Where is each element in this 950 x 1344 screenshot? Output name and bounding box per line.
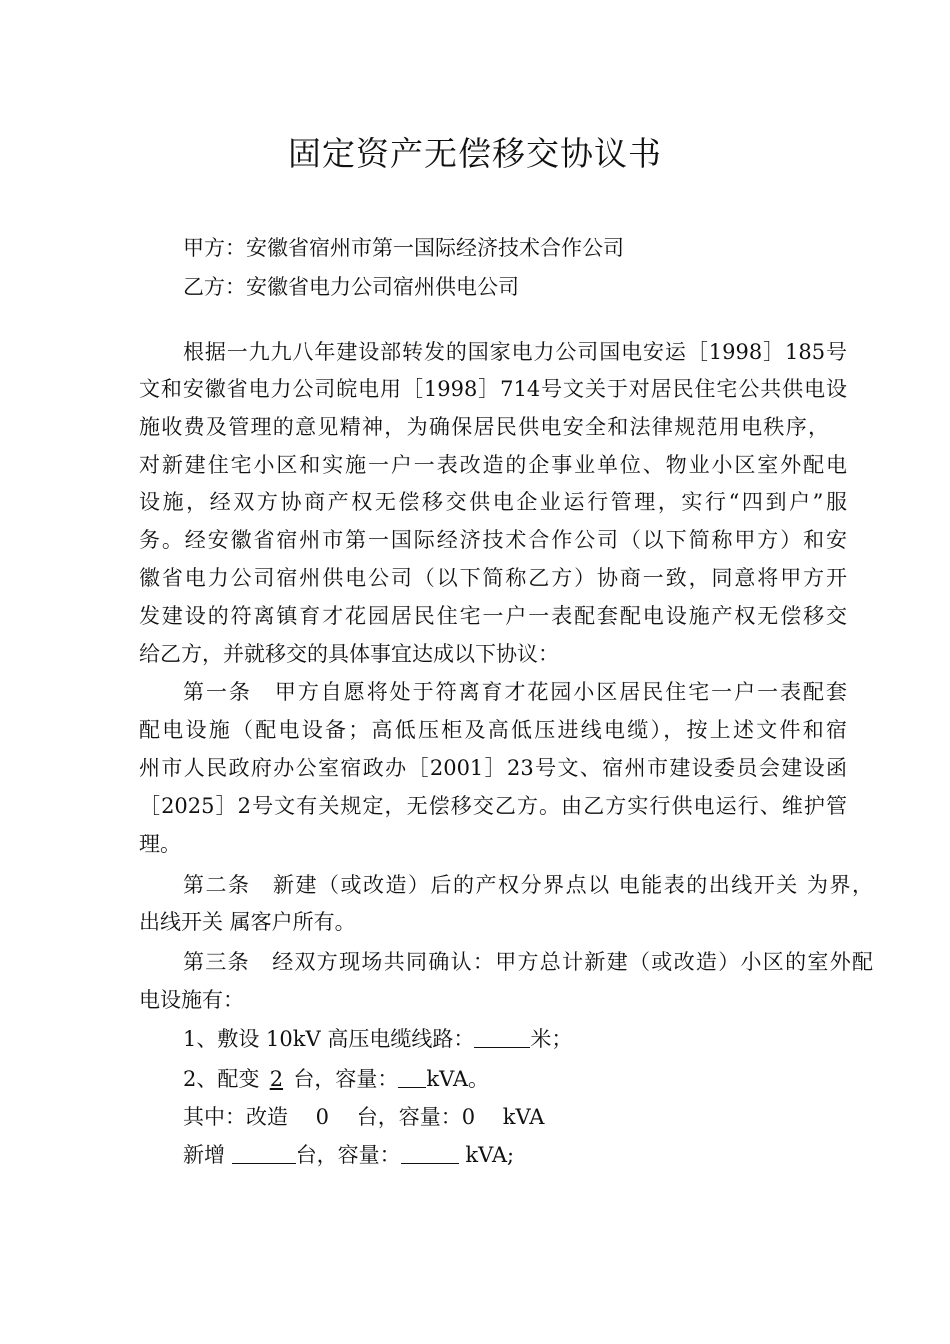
item-new-capacity-label: 台，容量： xyxy=(295,1143,401,1167)
article2-line: 第二条 新建（或改造）后的产权分界点以 电能表的出线开关 为界， xyxy=(183,873,873,897)
item-new xyxy=(183,1143,514,1167)
intro-line: 务。经安徽省宿州市第一国际经济技术合作公司（以下简称甲方）和安 xyxy=(139,528,847,552)
article3-line: 第三条 经双方现场共同确认：甲方总计新建（或改造）小区的室外配 xyxy=(183,950,873,974)
item-cable-label: 1、敷设 10kV 高压电缆线路： xyxy=(183,1027,475,1051)
new-capacity-blank[interactable] xyxy=(401,1143,459,1164)
article1-line: 理。 xyxy=(139,832,181,856)
intro-line: 设施，经双方协商产权无偿移交供电企业运行管理，实行“四到户”服 xyxy=(139,490,847,514)
item-retrofit: 其中：改造 0 台，容量：0 kVA xyxy=(183,1105,545,1129)
item-new-unit: kVA; xyxy=(458,1143,515,1167)
transformer-count: 2 xyxy=(269,1067,284,1091)
party-a: 甲方：安徽省宿州市第一国际经济技术合作公司 xyxy=(183,236,624,260)
new-count-blank[interactable] xyxy=(232,1143,296,1164)
item-new-label: 新增 xyxy=(183,1143,232,1167)
item-cable-length xyxy=(183,1027,572,1051)
article2-line: 出线开关 属客户所有。 xyxy=(139,910,356,934)
intro-line: 根据一九九八年建设部转发的国家电力公司国电安运［1998］185号 xyxy=(183,340,847,364)
document-title: 固定资产无偿移交协议书 xyxy=(288,134,662,173)
item-transformer-unit: kVA。 xyxy=(426,1067,490,1091)
item-transformer xyxy=(183,1067,489,1091)
article1-line: 州市人民政府办公室宿政办［2001］23号文、宿州市建设委员会建设函 xyxy=(139,756,847,780)
intro-line: 施收费及管理的意见精神，为确保居民供电安全和法律规范用电秩序， xyxy=(139,415,829,439)
article3-line: 电设施有： xyxy=(139,988,244,1012)
cable-length-blank[interactable] xyxy=(474,1027,530,1048)
item-transformer-capacity-label: 台，容量： xyxy=(293,1067,399,1091)
intro-line: 发建设的符离镇育才花园居民住宅一户一表配套配电设施产权无偿移交 xyxy=(139,604,847,628)
intro-line: 给乙方，并就移交的具体事宜达成以下协议： xyxy=(139,642,559,666)
item-transformer-label: 2、配变 xyxy=(183,1067,260,1091)
intro-line: 文和安徽省电力公司皖电用［1998］714号文关于对居民住宅公共供电设 xyxy=(139,377,847,401)
intro-line: 对新建住宅小区和实施一户一表改造的企事业单位、物业小区室外配电 xyxy=(139,453,847,477)
party-b: 乙方：安徽省电力公司宿州供电公司 xyxy=(183,275,519,299)
intro-line: 徽省电力公司宿州供电公司（以下简称乙方）协商一致，同意将甲方开 xyxy=(139,566,847,590)
transformer-capacity-blank[interactable] xyxy=(398,1067,426,1088)
article1-line: 第一条 甲方自愿将处于符离育才花园小区居民住宅一户一表配套 xyxy=(183,680,847,704)
item-cable-unit: 米； xyxy=(530,1027,573,1051)
article1-line: 配电设施（配电设备；高低压柜及高低压进线电缆），按上述文件和宿 xyxy=(139,718,847,742)
article1-line: ［2025］2号文有关规定，无偿移交乙方。由乙方实行供电运行、维护管 xyxy=(139,794,847,818)
